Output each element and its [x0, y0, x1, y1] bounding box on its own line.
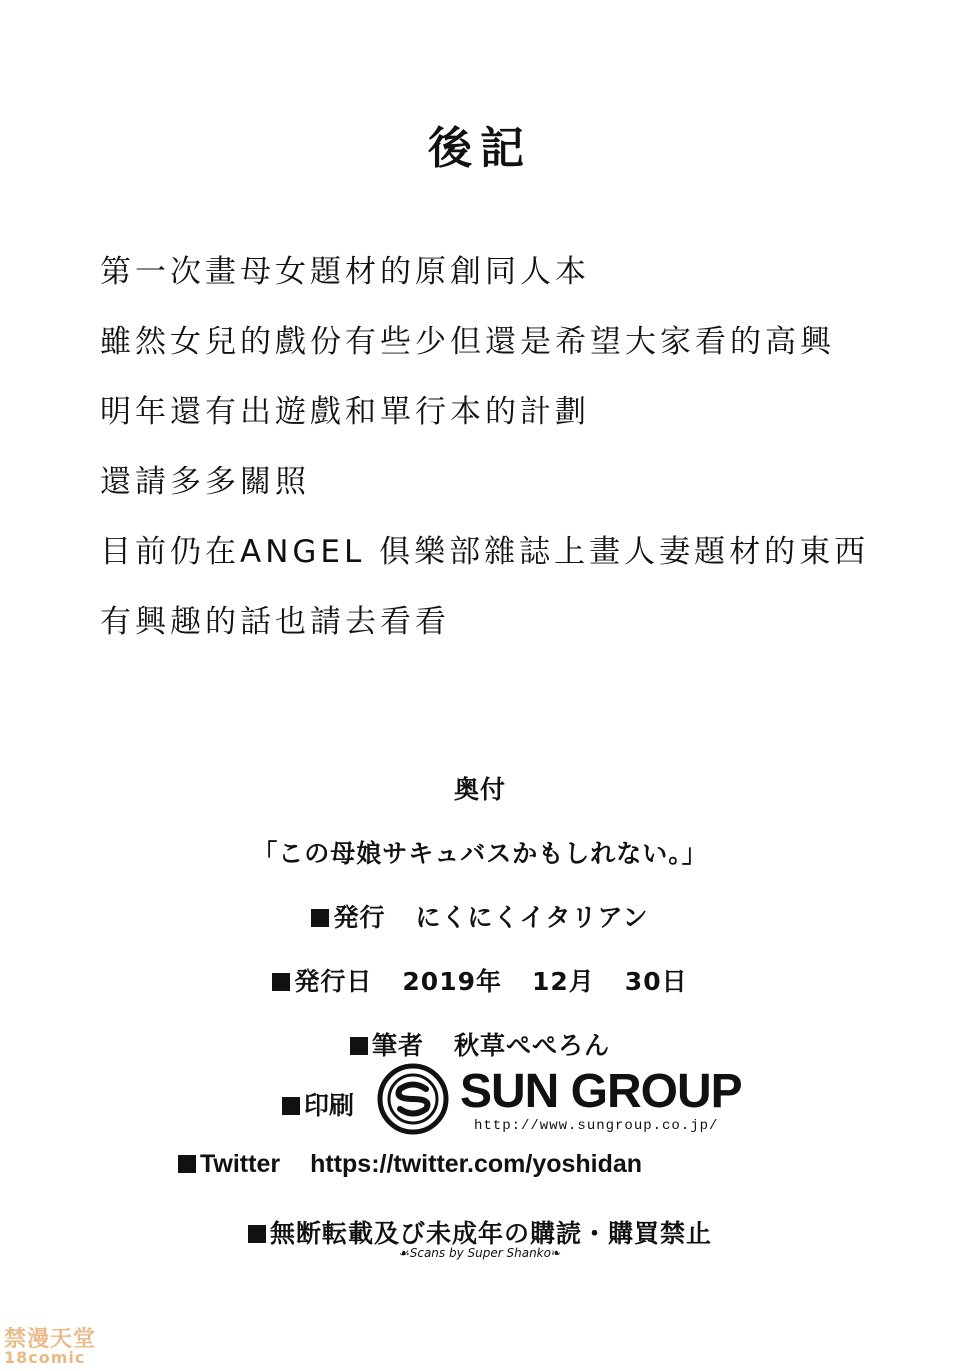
afterword-line: 明年還有出遊戲和單行本的計劃: [100, 394, 590, 430]
notice-text: 無断転載及び未成年の購読・購買禁止: [269, 1219, 712, 1248]
publisher-label: 発行: [333, 903, 386, 932]
sun-group-logo-icon: [376, 1062, 450, 1136]
scan-credit: ☙Scans by Super Shanko❧: [398, 1246, 562, 1260]
afterword-line: 還請多多關照: [100, 464, 310, 500]
bullet-square-icon: [282, 1097, 300, 1115]
watermark-top: 禁漫天堂: [4, 1327, 97, 1352]
author-value: 秋草ぺぺろん: [454, 1031, 611, 1060]
bullet-square-icon: [311, 909, 329, 927]
bullet-square-icon: [272, 973, 290, 991]
printer-label: 印刷: [304, 1091, 355, 1120]
date-label: 発行日: [294, 967, 373, 996]
afterword-line: 目前仍在ANGEL 俱樂部雜誌上畫人妻題材的東西: [100, 534, 870, 570]
printer-label-wrap: [282, 1086, 354, 1122]
notice-row: [0, 1214, 960, 1250]
twitter-label: Twitter: [200, 1150, 281, 1178]
twitter-row: [178, 1150, 642, 1179]
afterword-title: 後記: [428, 123, 532, 174]
watermark-bottom: 18comic: [4, 1348, 86, 1367]
twitter-link[interactable]: https://twitter.com/yoshidan: [310, 1150, 643, 1178]
printer-row: [282, 1062, 782, 1142]
afterword-line: 第一次畫母女題材的原創同人本: [100, 254, 590, 290]
printer-url: http://www.sungroup.co.jp/: [474, 1118, 719, 1134]
date-year: 2019年: [402, 967, 502, 996]
date-day: 30日: [624, 967, 688, 996]
bullet-square-icon: [350, 1037, 368, 1055]
date-row: [0, 962, 960, 998]
date-month: 12月: [532, 967, 595, 996]
bullet-square-icon: [178, 1155, 196, 1173]
bullet-square-icon: [248, 1225, 266, 1243]
afterword-line: 雖然女兒的戲份有些少但還是希望大家看的高興: [100, 324, 835, 360]
afterword-line: 有興趣的話也請去看看: [100, 604, 450, 640]
publisher-value: にくにくイタリアン: [415, 903, 649, 932]
author-row: [0, 1026, 960, 1062]
printer-name: SUN GROUP: [460, 1065, 742, 1118]
publisher-row: [0, 898, 960, 934]
site-watermark: [4, 1322, 114, 1368]
afterword-body: [100, 248, 940, 668]
author-label: 筆者: [371, 1031, 424, 1060]
book-title: 「この母娘サキュバスかもしれない。」: [252, 839, 708, 868]
colophon-heading: 奥付: [453, 775, 506, 804]
